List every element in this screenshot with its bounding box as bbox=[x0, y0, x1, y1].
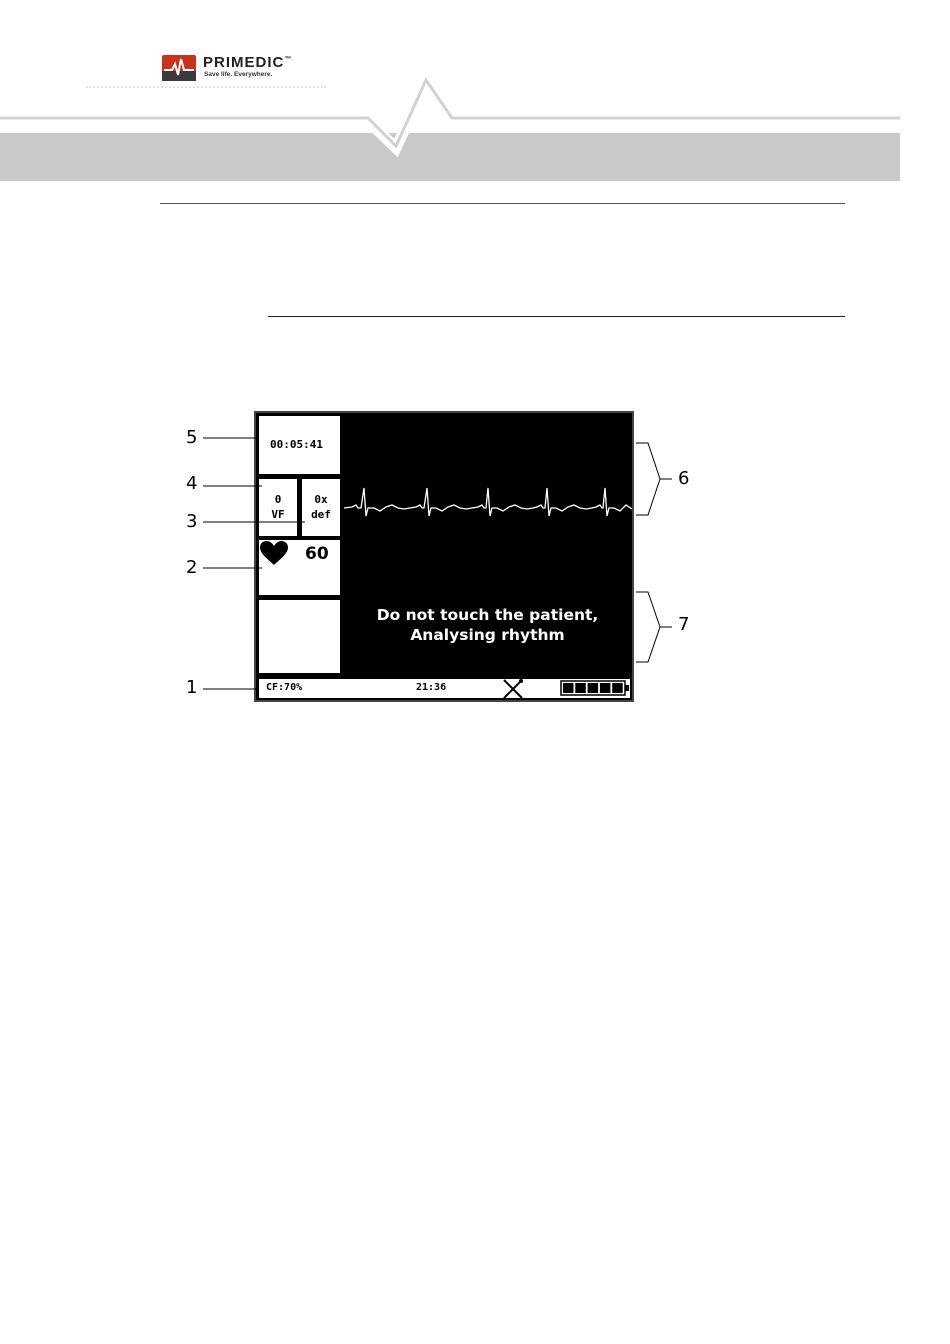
defibrillation-count: 0x bbox=[314, 493, 328, 506]
heart-icon bbox=[259, 540, 289, 566]
cf-readout: CF:70% bbox=[266, 682, 303, 693]
battery-segment bbox=[600, 683, 611, 693]
vf-label: VF bbox=[271, 508, 285, 521]
callout-3: 3 bbox=[186, 511, 198, 532]
elapsed-time: 00:05:41 bbox=[270, 438, 323, 451]
battery-segment bbox=[563, 683, 574, 693]
alert-message-line1: Do not touch the patient, bbox=[376, 606, 599, 624]
vf-count: 0 bbox=[274, 493, 282, 506]
clock-readout: 21:36 bbox=[416, 682, 447, 693]
brand-tagline: Save life. Everywhere. bbox=[204, 71, 273, 78]
callout-5: 5 bbox=[186, 427, 198, 448]
alert-message-line2: Analysing rhythm bbox=[410, 626, 565, 644]
header-ecg-line bbox=[0, 70, 950, 160]
battery-segment bbox=[588, 683, 599, 693]
battery-segment bbox=[612, 683, 623, 693]
callout-6: 6 bbox=[678, 468, 690, 489]
callout-1: 1 bbox=[186, 677, 198, 698]
section-rule bbox=[160, 203, 845, 204]
callout-4: 4 bbox=[186, 473, 198, 494]
subsection-rule bbox=[268, 316, 845, 317]
brand-name: PRIMEDIC™ bbox=[203, 54, 292, 71]
defibrillation-label: def bbox=[311, 508, 331, 521]
callout-7: 7 bbox=[678, 614, 690, 635]
ecg-waveform bbox=[344, 480, 632, 520]
speaker-muted-icon bbox=[501, 678, 525, 699]
battery-segment bbox=[575, 683, 586, 693]
callout-2: 2 bbox=[186, 557, 198, 578]
battery-full-icon bbox=[560, 680, 630, 696]
empty-panel bbox=[258, 599, 341, 674]
heart-rate-value: 60 bbox=[305, 544, 329, 564]
